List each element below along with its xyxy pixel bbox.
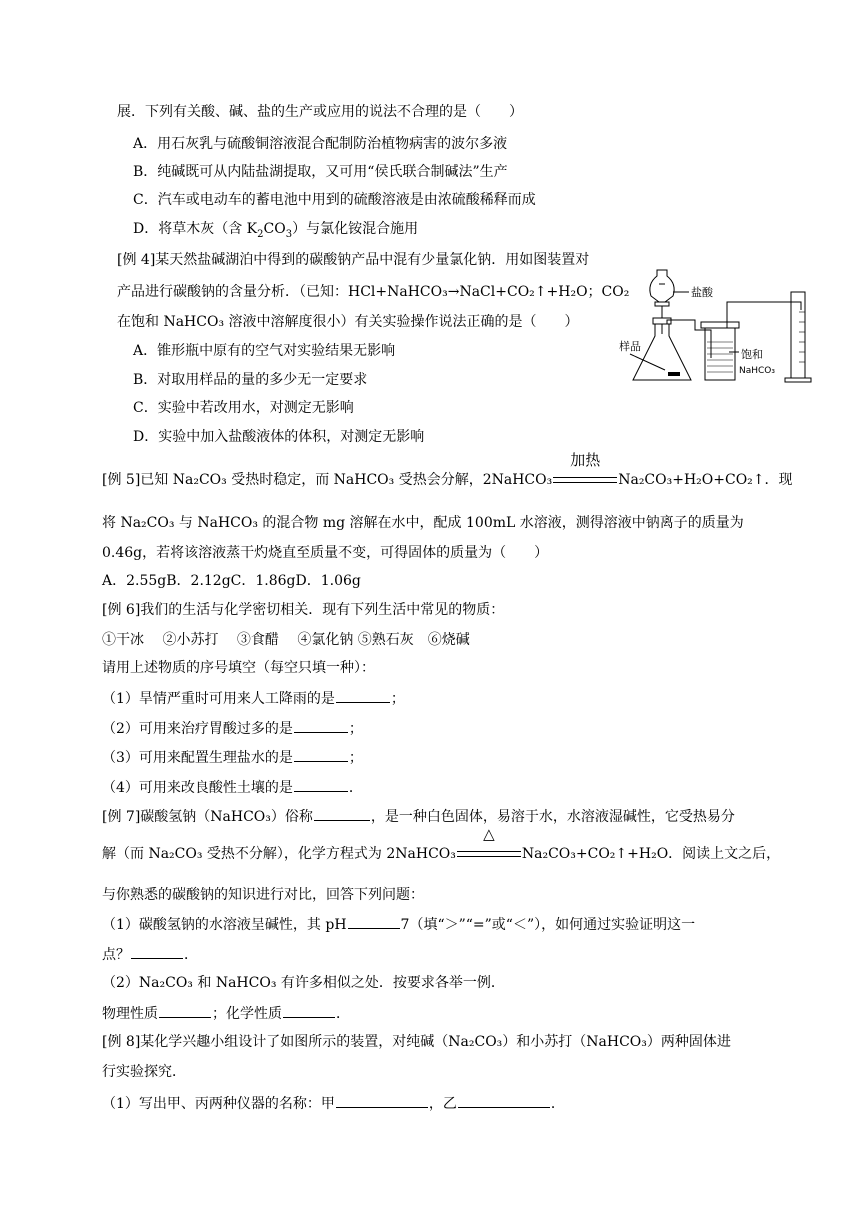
ex7-q1: （1）碳酸氢钠的水溶液呈碱性，其 pH 7（填“＞”“=”或“＜”），如何通过实验证明这一 xyxy=(102,914,695,935)
ex4-option-a: A．锥形瓶中原有的空气对实验结果无影响 xyxy=(133,343,396,359)
option-d: D．将草木灰（含 $K_2CO_3$）与氯化铵混合施用 xyxy=(133,221,419,240)
heat-condition: 加热 xyxy=(570,451,601,469)
ex5-line-2: 将 Na₂CO₃ 与 NaHCO₃ 的混合物 mg 溶解在水中，配成 100mL 水溶液，测得溶液中钠离子的质量为 xyxy=(102,515,744,531)
ex6-line-2: ①干冰 ②小苏打 ③食醋 ④氯化钠 ⑤熟石灰 ⑥烧碱 xyxy=(102,632,470,648)
ex5-options: A．2.55gB．2.12gC．1.86gD．1.06g xyxy=(102,573,361,589)
ex7-properties: 物理性质 ；化学性质 ． xyxy=(102,1003,350,1024)
ex4-line-3: 在饱和 NaHCO₃ 溶液中溶解度很小）有关实验操作说法正确的是（ ） xyxy=(117,314,579,330)
ex6-line-1: [例 6]我们的生活与化学密切相关．现有下列生活中常见的物质： xyxy=(102,602,505,618)
fig-label-sample: 样品 xyxy=(619,340,641,353)
ex7-line-3: 与你熟悉的碳酸钠的知识进行对比，回答下列问题： xyxy=(102,887,424,903)
ex6-q2: （2）可用来治疗胃酸过多的是 ； xyxy=(102,718,363,739)
option-a: A．用石灰乳与硫酸铜溶液混合配制防治植物病害的波尔多液 xyxy=(133,136,508,152)
fig-label-hcl: 盐酸 xyxy=(691,286,713,299)
fig-label-saturated: 饱和 xyxy=(741,348,763,361)
ex6-line-3: 请用上述物质的序号填空（每空只填一种）： xyxy=(102,660,375,676)
ex5-line-1: [例 5]已知 Na₂CO₃ 受热时稳定，而 NaHCO₃ 受热会分解，2NaHCO₃ 加热 Na₂CO₃+H₂O+CO₂↑．现 xyxy=(102,451,793,488)
ex6-q1: （1）旱情严重时可用来人工降雨的是 ； xyxy=(102,688,405,709)
ex8-q1: （1）写出甲、丙两种仪器的名称：甲 ，乙 ． xyxy=(102,1093,565,1114)
question-stem: 展．下列有关酸、碱、盐的生产或应用的说法不合理的是（ ） xyxy=(117,104,523,120)
ex6-q4: （4）可用来改良酸性土壤的是 ． xyxy=(102,777,363,798)
ex7-line-2: 解（而 Na₂CO₃ 受热不分解），化学方程式为 2NaHCO₃ △ Na₂CO₃+CO₂↑+H₂O．阅读上文之后， xyxy=(102,825,781,862)
apparatus-figure xyxy=(615,262,815,392)
ex5-line-3: 0.46g，若将该溶液蒸干灼烧直至质量不变，可得固体的质量为（ ） xyxy=(102,545,549,561)
ex4-option-b: B．对取用样品的量的多少无一定要求 xyxy=(133,372,368,388)
ex8-line-2: 行实验探究． xyxy=(102,1064,186,1080)
option-c: C．汽车或电动车的蓄电池中用到的硫酸溶液是由浓硫酸稀释而成 xyxy=(133,192,536,208)
option-b: B．纯碱既可从内陆盐湖提取，又可用“侯氏联合制碱法”生产 xyxy=(133,164,508,180)
ex4-option-c: C．实验中若改用水，对测定无影响 xyxy=(133,400,354,416)
ex4-line-1: [例 4]某天然盐碱湖泊中得到的碳酸钠产品中混有少量氯化钠．用如图装置对 xyxy=(117,252,590,268)
fig-label-nahco3: NaHCO₃ xyxy=(739,366,775,376)
ex7-q2: （2）Na₂CO₃ 和 NaHCO₃ 有许多相似之处．按要求各举一例． xyxy=(102,975,505,991)
ex7-q1-line-2: 点？ ． xyxy=(102,944,198,965)
ex7-line-1: [例 7]碳酸氢钠（NaHCO₃）俗称 ，是一种白色固体，易溶于水，水溶液湿碱性，它受热易分 xyxy=(102,806,735,827)
ex8-line-1: [例 8]某化学兴趣小组设计了如图所示的装置，对纯碱（Na₂CO₃）和小苏打（NaHCO₃）两种固体进 xyxy=(102,1034,731,1050)
delta-condition: △ xyxy=(483,825,495,843)
ex4-line-2: 产品进行碳酸钠的含量分析．（已知：HCl+NaHCO₃→NaCl+CO₂↑+H₂O；CO₂ xyxy=(117,284,630,300)
ex6-q3: （3）可用来配置生理盐水的是 ； xyxy=(102,747,363,768)
ex4-option-d: D．实验中加入盐酸液体的体积，对测定无影响 xyxy=(133,429,425,445)
